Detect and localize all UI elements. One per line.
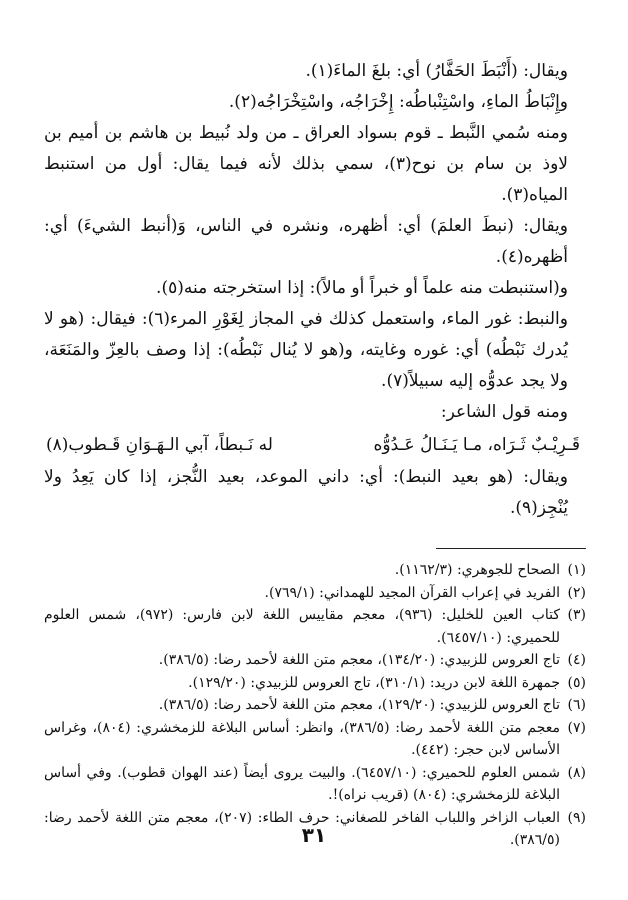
footnote-number: (١) xyxy=(567,562,586,578)
main-text xyxy=(44,56,586,524)
page-number: ٣١ xyxy=(301,823,327,847)
paragraph-closing: ويقال: (هو بعيد النبط): أي: داني الموعد، بعيد النُّجز، إذا كان يَعِدُ ولا يُنْجِز(٩). xyxy=(44,467,568,518)
footnote-item xyxy=(44,762,586,807)
footnote-number: (٥) xyxy=(567,674,586,691)
footnote-item xyxy=(44,672,586,695)
paragraph-6: والنبط: غور الماء، واستعمل كذلك في المجاز لِغَوْرِ المرء(٦): فيقال: (هو لا يُدرك نَبْطُه) أي: غوره وغايته، و(هو لا يُنال نَبْطُه): إذا وصف بالعِزّ والمَنَعَة، ولا يجد عدوُّه إليه سبيلاً(٧). xyxy=(44,309,568,391)
footnote-number: (٣) xyxy=(567,607,586,623)
paragraph-3: ومنه سُمي النَّبط ـ قوم بسواد العراق ـ من ولد نُبيط بن هاشم بن أميم بن لاوذ بن سام بن نوح(٣)، سمي بذلك لأنه فيما يقال: أول من استنبط المياه(٣). xyxy=(44,123,568,205)
paragraph-5: و(استنبطت منه علماً أو خبراً أو مالاً): إذا استخرجته منه(٥). xyxy=(156,278,568,298)
verse-second-hemistich: له نَـبطاً، آبي الـهَـوَانِ قَـطوب(٨) xyxy=(46,435,273,455)
footnote-text: تاج العروس للزبيدي: (١٢٩/٢٠)، معجم متن اللغة لأحمد رضا: (٣٨٦/٥). xyxy=(158,697,560,713)
book-page xyxy=(44,56,586,900)
verse-first-hemistich: قَـرِيْـبٌ ثَـرَاه، مـا يَـنَـالُ عَـدُوُّه xyxy=(373,435,580,455)
footnote-number: (٤) xyxy=(567,652,586,668)
footnote-text: كتاب العين للخليل: (٩٣٦)، معجم مقاييس اللغة لابن فارس: (٩٧٢)، شمس العلوم للحميري: (٦٤٥٧/١٠). xyxy=(44,607,560,646)
footnote-number: (٦) xyxy=(567,697,586,713)
footnote-item xyxy=(44,582,586,605)
footnote-item xyxy=(44,604,586,649)
footnote-text: شمس العلوم للحميري: (٦٤٥٧/١٠). والبيت يروى أيضاً (عند الهوان قطوب). وفي أساس البلاغة للزمخشري: (٨٠٤) (قريب نراه)!. xyxy=(44,764,560,803)
footnote-text: جمهرة اللغة لابن دريد: (٣١٠/١)، تاج العروس للزبيدي: (١٢٩/٢٠). xyxy=(188,674,560,691)
footnote-item xyxy=(44,694,586,717)
footnote-number: (٢) xyxy=(567,584,586,601)
footnote-text: معجم متن اللغة لأحمد رضا: (٣٨٦/٥)، وانظر: أساس البلاغة للزمخشري: (٨٠٤)، وغراس الأساس لابن حجر: (٤٤٢). xyxy=(44,719,560,758)
footnote-number: (٩) xyxy=(567,809,586,826)
paragraph-2: وإِنْبَاطُ الماءِ، واسْتِنْباطُه: إِخْرَاجُه، واسْتِخْرَاجُه(٢). xyxy=(228,92,568,112)
paragraph-1: ويقال: (أَنْبَطَ الحَفَّارُ) أي: بلغَ الماءَ(١). xyxy=(305,61,568,81)
poem-verse xyxy=(44,428,586,462)
footnote-item xyxy=(44,559,586,582)
paragraph-4: ويقال: (نبطَ العلمَ) أي: أظهره، ونشره في الناس، وَ(أنبط الشيءَ) أي: أظهره(٤). xyxy=(44,216,568,267)
paragraph-7: ومنه قول الشاعر: xyxy=(440,402,568,422)
footnote-separator xyxy=(436,548,586,549)
footnote-item xyxy=(44,717,586,762)
footnote-item xyxy=(44,649,586,672)
footnote-text: العباب الزاخر واللباب الفاخر للصغاني: حرف الطاء: (٢٠٧)، معجم متن اللغة لأحمد رضا: (٣٨٦/٥). xyxy=(44,809,561,848)
footnote-number: (٨) xyxy=(567,764,586,781)
footnotes xyxy=(44,559,586,852)
footnote-text: الصحاح للجوهري: (١١٦٢/٣). xyxy=(394,562,560,578)
footnote-number: (٧) xyxy=(567,719,586,736)
footnote-text: الفريد في إعراب القرآن المجيد للهمداني: (٧٦٩/١). xyxy=(264,584,560,601)
footnote-text: تاج العروس للزبيدي: (١٣٤/٢٠)، معجم متن اللغة لأحمد رضا: (٣٨٦/٥). xyxy=(158,652,560,668)
